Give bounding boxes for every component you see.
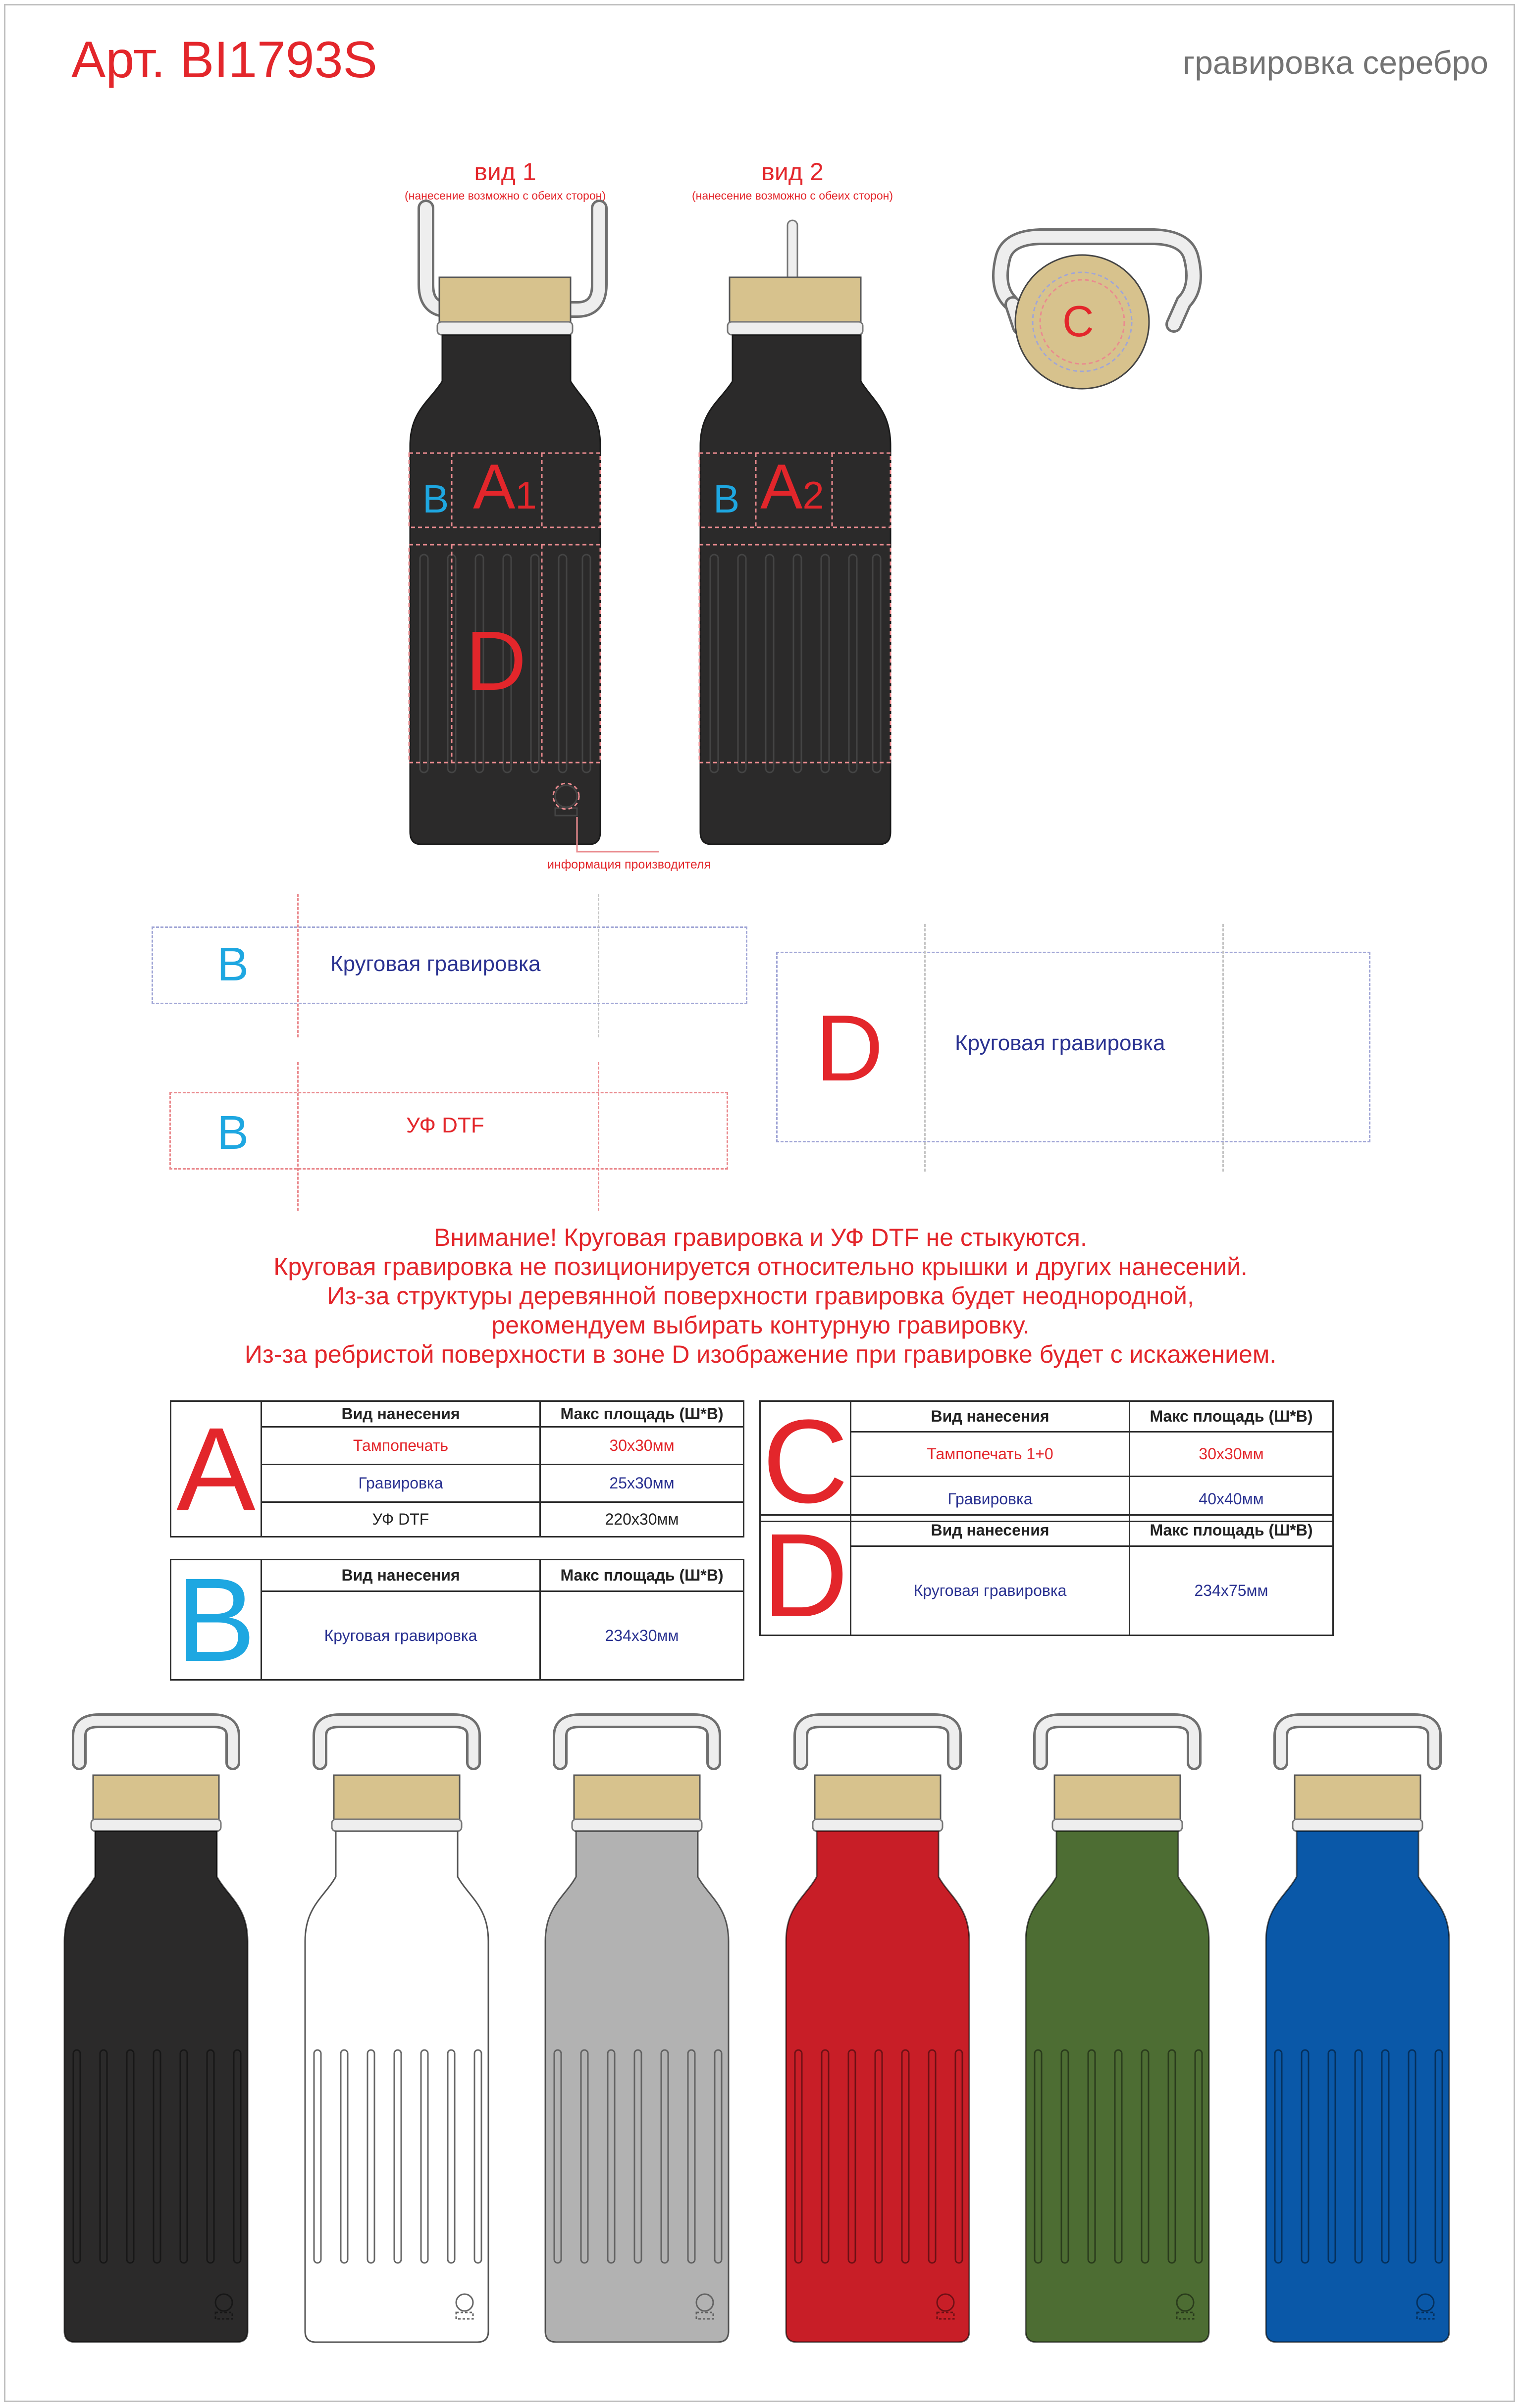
table-b-header-area: Макс площадь (Ш*В): [540, 1560, 744, 1591]
table-a-header-area: Макс площадь (Ш*В): [540, 1401, 744, 1427]
table-c-letter: C: [760, 1401, 851, 1522]
notice-line: рекомендуем выбирать контурную гравировку.: [491, 1311, 1030, 1339]
bottle-cap: [93, 1775, 219, 1821]
table-zone-c: [759, 1395, 1334, 1528]
bottle-ring: [572, 1819, 702, 1831]
table-a-header-method: Вид нанесения: [262, 1401, 540, 1427]
view1-label: вид 1: [474, 158, 536, 186]
zone-b-engrave-text: Круговая гравировка: [330, 952, 541, 976]
cap-zone-c-label: C: [1062, 297, 1094, 346]
view1-bottle: [409, 208, 659, 852]
view2-label: вид 2: [761, 158, 824, 186]
bottle-ring: [332, 1819, 462, 1831]
table-a-cell: Гравировка: [262, 1465, 540, 1502]
table-d-header-method: Вид нанесения: [851, 1515, 1130, 1546]
bottle-cap: [1054, 1775, 1180, 1821]
view1-zone-d-label: D: [466, 614, 526, 708]
notice-line: Круговая гравировка не позиционируется относительно крышки и других нанесений.: [273, 1253, 1248, 1281]
zone-b-uv-text: УФ DTF: [406, 1113, 484, 1137]
table-d-cell: 234х75мм: [1130, 1546, 1333, 1635]
table-a-cell: 30х30мм: [540, 1427, 744, 1465]
table-b-letter: B: [171, 1560, 262, 1680]
bottle-body: [545, 1831, 729, 2342]
view1-zone-a1-label: A1: [473, 452, 537, 522]
table-c-cell: 30х30мм: [1130, 1432, 1333, 1477]
bottle-cap: [334, 1775, 460, 1821]
cap-top-view: [1000, 237, 1194, 389]
table-b-header-method: Вид нанесения: [262, 1560, 540, 1591]
bottle-body: [1026, 1831, 1209, 2342]
notice-line: Из-за ребристой поверхности в зоне D изображение при гравировке будет с искажением.: [244, 1340, 1277, 1368]
view2-note: (нанесение возможно с обеих сторон): [692, 189, 893, 202]
bottle-ring: [813, 1819, 943, 1831]
view1-note: (нанесение возможно с обеих сторон): [405, 189, 606, 202]
bottle-variant: [64, 1721, 248, 2342]
bottle-ring: [1293, 1819, 1422, 1831]
view2-zone-b-label: B: [713, 477, 740, 521]
table-d-header-area: Макс площадь (Ш*В): [1130, 1515, 1333, 1546]
bottle-variant: [1266, 1721, 1449, 2342]
manufacturer-info-label: информация производителя: [547, 858, 711, 871]
table-a-cell: 25х30мм: [540, 1465, 744, 1502]
table-a-cell: УФ DTF: [262, 1502, 540, 1537]
zone-d-engrave-text: Круговая гравировка: [955, 1031, 1165, 1055]
notice-line: Внимание! Круговая гравировка и УФ DTF не стыкуются.: [434, 1224, 1087, 1251]
view1-zone-b-label: B: [422, 477, 449, 521]
bottle-variant: [786, 1721, 969, 2342]
bottle-variant: [305, 1721, 488, 2342]
color-variants-row: [0, 1708, 1521, 2402]
bottle-ring: [91, 1819, 221, 1831]
notice-line: Из-за структуры деревянной поверхности гравировка будет неоднородной,: [327, 1282, 1194, 1310]
bottle-body: [64, 1831, 248, 2342]
bottle-cap: [574, 1775, 700, 1821]
view2-bottle: [699, 220, 891, 844]
bottle-variant: [545, 1721, 729, 2342]
view2-zone-a2-label: A2: [760, 452, 824, 522]
table-b-cell: Круговая гравировка: [262, 1591, 540, 1680]
method-title: гравировка серебро: [1183, 44, 1488, 81]
table-a-cell: Тампопечать: [262, 1427, 540, 1465]
table-d-letter: D: [760, 1515, 851, 1636]
table-c-header-area: Макс площадь (Ш*В): [1130, 1401, 1333, 1432]
table-a-letter: A: [171, 1401, 262, 1537]
table-zone-a: [170, 1400, 744, 1537]
bottle-body: [305, 1831, 488, 2342]
article-title: Арт. BI1793S: [71, 31, 377, 89]
table-c-cell: Гравировка: [851, 1477, 1130, 1522]
table-b-cell: 234х30мм: [540, 1591, 744, 1680]
bottle-ring: [1052, 1819, 1182, 1831]
zone-d-engrave-letter: D: [815, 996, 884, 1101]
notice-block: [0, 1223, 1521, 1369]
table-d-cell: Круговая гравировка: [851, 1546, 1130, 1635]
bottle-cap: [1295, 1775, 1420, 1821]
bottle-body: [786, 1831, 969, 2342]
bottle-variant: [1026, 1721, 1209, 2342]
table-a-cell: 220х30мм: [540, 1502, 744, 1537]
table-c-cell: Тампопечать 1+0: [851, 1432, 1130, 1477]
table-c-cell: 40х40мм: [1130, 1477, 1333, 1522]
zone-b-uv-letter: B: [216, 1106, 249, 1159]
zone-b-engrave-letter: B: [216, 938, 249, 991]
bottle-body: [1266, 1831, 1449, 2342]
bottle-cap: [815, 1775, 941, 1821]
technical-drawing: [0, 0, 1521, 891]
table-zone-b: [170, 1553, 744, 1686]
table-c-header-method: Вид нанесения: [851, 1401, 1130, 1432]
table-zone-d: [759, 1509, 1334, 1641]
